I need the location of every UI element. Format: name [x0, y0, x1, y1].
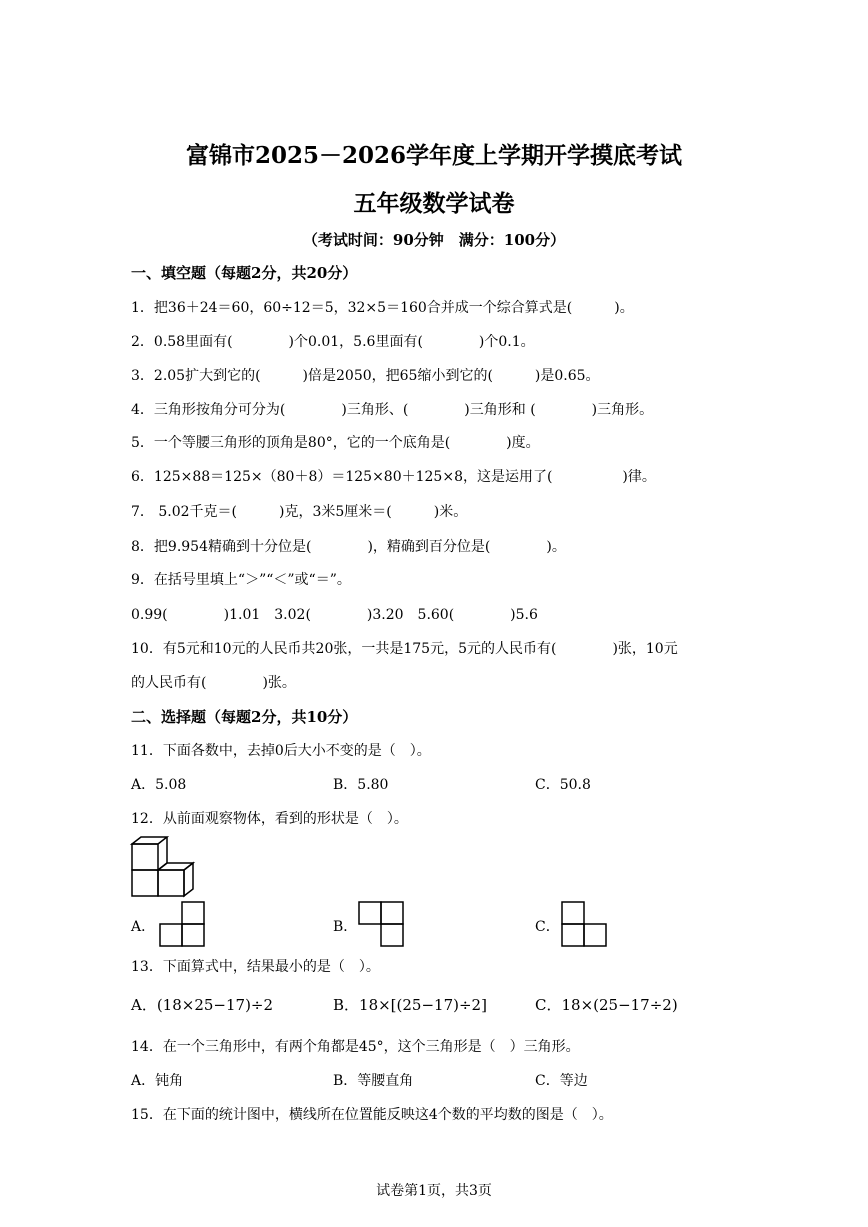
question-10-line-2: 的人民币有( )张。: [131, 675, 296, 691]
question-12: 12．从前面观察物体，看到的形状是（ ）。: [131, 811, 408, 827]
q13-option-a: A．(18×25−17)÷2: [131, 996, 274, 1014]
q14-option-b: B．等腰直角: [333, 1073, 414, 1089]
exam-subtitle: 五年级数学试卷: [353, 190, 515, 217]
question-13: 13．下面算式中，结果最小的是（ ）。: [131, 959, 380, 975]
q11-option-a: A．5.08: [131, 777, 187, 793]
question-4: 4．三角形按角分可分为( )三角形、( )三角形和 ( )三角形。: [131, 402, 654, 418]
question-3: 3．2.05扩大到它的( )倍是2050，把65缩小到它的( )是0.65。: [131, 368, 600, 384]
question-14: 14．在一个三角形中，有两个角都是45°，这个三角形是（ ）三角形。: [131, 1039, 580, 1055]
question-8: 8．把9.954精确到十分位是( )，精确到百分位是( )。: [131, 539, 566, 555]
q14-option-a: A．钝角: [131, 1073, 184, 1089]
q11-option-c: C．50.8: [535, 777, 591, 793]
q13-option-c: C．18×(25−17÷2): [535, 996, 678, 1014]
question-1: 1．把36＋24＝60，60÷12＝5，32×5＝160合并成一个综合算式是( )。: [131, 300, 634, 316]
section-fill-blank-heading: 一、填空题（每题2分，共20分）: [131, 264, 358, 282]
question-2: 2．0.58里面有( )个0.01，5.6里面有( )个0.1。: [131, 334, 535, 350]
exam-title: 富锦市2025－2026学年度上学期开学摸底考试: [185, 142, 683, 169]
q14-option-c: C．等边: [535, 1073, 588, 1089]
exam-info: （考试时间：90分钟 满分：100分）: [302, 231, 566, 249]
question-9-items: 0.99( )1.01 3.02( )3.20 5.60( )5.6: [131, 607, 538, 623]
q12-option-b-label: B．: [333, 919, 358, 935]
q13-option-b: B．18×[(25−17)÷2]: [333, 996, 487, 1014]
section-choice-heading: 二、选择题（每题2分，共10分）: [131, 708, 358, 726]
question-6: 6．125×88＝125×（80＋8）＝125×80＋125×8，这是运用了( )律。: [131, 469, 656, 485]
q12-option-c-figure: [561, 901, 609, 947]
question-7: 7． 5.02千克＝( )克，3米5厘米＝( )米。: [131, 504, 468, 520]
cube-object-figure: [131, 836, 211, 898]
page-footer: 试卷第1页，共3页: [376, 1183, 492, 1199]
question-9: 9．在括号里填上“＞”“＜”或“＝”。: [131, 572, 351, 588]
question-5: 5．一个等腰三角形的顶角是80°，它的一个底角是( )度。: [131, 435, 540, 451]
q12-option-a-label: A．: [131, 919, 156, 935]
q12-option-c-label: C．: [535, 919, 560, 935]
question-11: 11．下面各数中，去掉0后大小不变的是（ ）。: [131, 743, 431, 759]
q12-option-b-figure: [358, 901, 406, 947]
question-10-line-1: 10．有5元和10元的人民币共20张，一共是175元，5元的人民币有( )张，10元: [131, 641, 678, 657]
q11-option-b: B．5.80: [333, 777, 389, 793]
q12-option-a-figure: [158, 901, 206, 947]
question-15: 15．在下面的统计图中，横线所在位置能反映这4个数的平均数的图是（ ）。: [131, 1107, 613, 1123]
